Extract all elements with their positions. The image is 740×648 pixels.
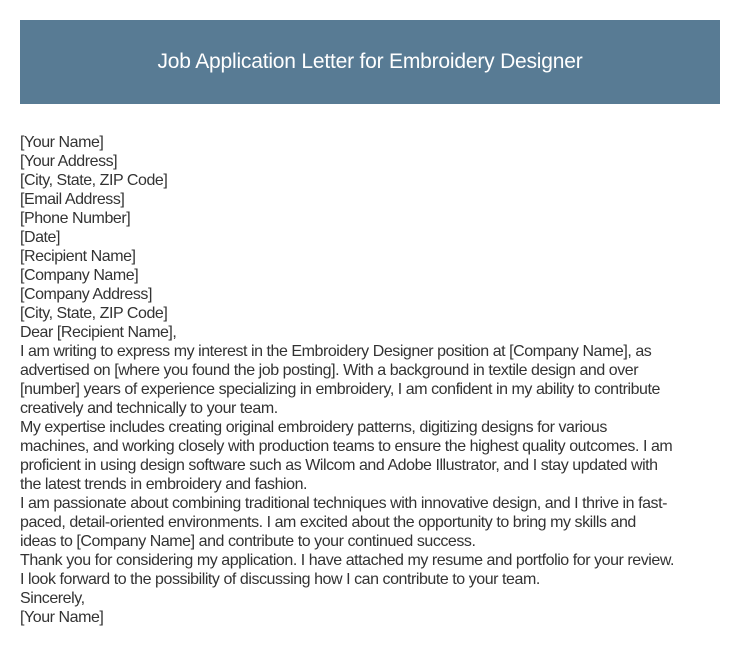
text-line: machines, and working closely with production teams to ensure the highest quality outcomes. I am xyxy=(20,438,673,455)
text-line: creatively and technically to your team. xyxy=(20,400,278,417)
sender-name: [Your Name] xyxy=(20,134,104,151)
paragraph-thanks xyxy=(20,551,725,589)
text-line: proficient in using design software such as Wilcom and Adobe Illustrator, and I stay updated with xyxy=(20,457,658,474)
signature: [Your Name] xyxy=(20,609,104,626)
paragraph-passion xyxy=(20,494,725,551)
sender-city-state-zip: [City, State, ZIP Code] xyxy=(20,172,168,189)
letter-date: [Date] xyxy=(20,229,60,246)
page-title: Job Application Letter for Embroidery Designer xyxy=(157,50,583,73)
text-line: I am writing to express my interest in the Embroidery Designer position at [Company Name], as xyxy=(20,343,652,360)
text-line: Thank you for considering my application. I have attached my resume and portfolio for your review. xyxy=(20,552,675,569)
page-header xyxy=(20,20,720,104)
text-line: paced, detail-oriented environments. I am excited about the opportunity to bring my skills and xyxy=(20,514,636,531)
recipient-name: [Recipient Name] xyxy=(20,248,136,265)
closing: Sincerely, xyxy=(20,590,85,607)
recipient-block xyxy=(20,247,725,323)
paragraph-expertise xyxy=(20,418,725,494)
salutation: Dear [Recipient Name], xyxy=(20,324,177,341)
paragraph-intro xyxy=(20,342,725,418)
text-line: I look forward to the possibility of discussing how I can contribute to your team. xyxy=(20,571,540,588)
sender-phone: [Phone Number] xyxy=(20,210,131,227)
recipient-company: [Company Name] xyxy=(20,267,139,284)
text-line: the latest trends in embroidery and fashion. xyxy=(20,476,308,493)
sender-email: [Email Address] xyxy=(20,191,125,208)
text-line: advertised on [where you found the job posting]. With a background in textile design and over xyxy=(20,362,639,379)
sender-block xyxy=(20,133,725,247)
letter-body xyxy=(20,133,725,627)
recipient-company-address: [Company Address] xyxy=(20,286,152,303)
text-line: I am passionate about combining traditional techniques with innovative design, and I thrive in fast- xyxy=(20,495,667,512)
text-line: My expertise includes creating original embroidery patterns, digitizing designs for various xyxy=(20,419,607,436)
text-line: ideas to [Company Name] and contribute to your continued success. xyxy=(20,533,476,550)
sender-address: [Your Address] xyxy=(20,153,118,170)
text-line: [number] years of experience specializing in embroidery, I am confident in my ability to contribute xyxy=(20,381,660,398)
recipient-city-state-zip: [City, State, ZIP Code] xyxy=(20,305,168,322)
